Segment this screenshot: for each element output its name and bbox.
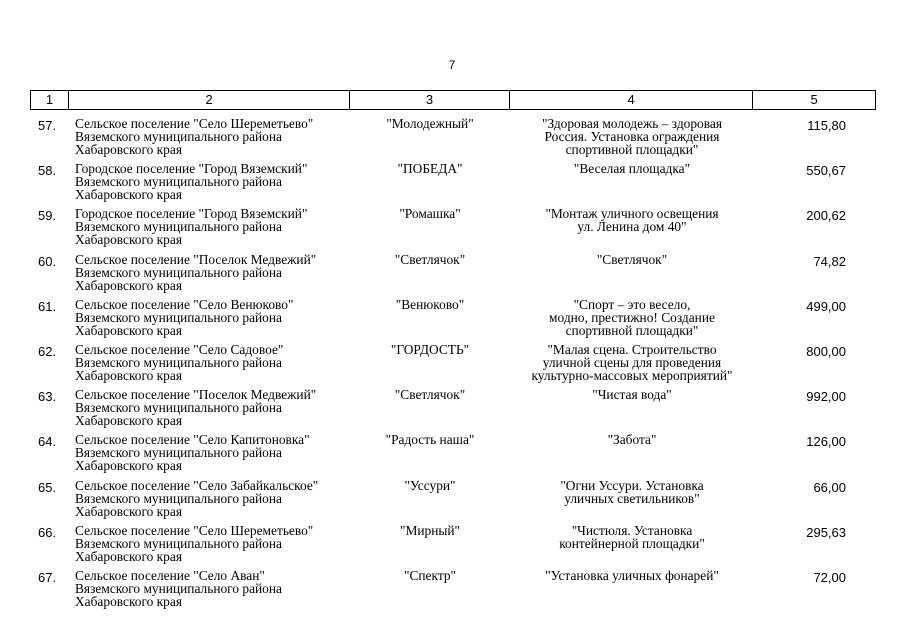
project-name: "Светлячок" bbox=[394, 251, 466, 267]
description-line: "Огни Уссури. Установка bbox=[560, 477, 704, 493]
description-line: "Монтаж уличного освещения bbox=[545, 206, 719, 222]
settlement-line: Хабаровского края bbox=[75, 277, 182, 293]
table-row bbox=[30, 430, 876, 475]
settlement-line: Хабаровского края bbox=[75, 187, 182, 203]
row-number: 61. bbox=[38, 298, 57, 314]
project-name: "Молодежный" bbox=[386, 116, 474, 131]
amount: 115,80 bbox=[807, 118, 846, 133]
description-line: уличных светильников" bbox=[564, 490, 700, 506]
amount: 66,00 bbox=[813, 479, 846, 495]
project-name: "Мирный" bbox=[399, 522, 461, 538]
settlement-line: Вяземского муниципального района bbox=[75, 309, 282, 325]
description-line: "Светлячок" bbox=[596, 251, 668, 267]
description-line: "Малая сцена. Строительство bbox=[547, 341, 717, 357]
settlement-name bbox=[75, 162, 375, 201]
table-row bbox=[30, 159, 876, 204]
project-description bbox=[510, 479, 754, 505]
settlement-line: Вяземского муниципального района bbox=[75, 400, 282, 416]
row-number: 62. bbox=[38, 343, 57, 359]
project-description bbox=[510, 433, 754, 446]
table-row bbox=[30, 340, 876, 385]
project-name: "Ромашка" bbox=[399, 206, 461, 222]
project-description bbox=[510, 524, 754, 550]
description-line: "Здоровая молодежь – здоровая bbox=[541, 116, 723, 131]
settlement-name bbox=[75, 524, 375, 563]
settlement-line: Сельское поселение "Село Шереметьево" bbox=[75, 522, 314, 538]
settlement-line: Хабаровского края bbox=[75, 548, 182, 564]
description-line: ул. Ленина дом 40" bbox=[577, 219, 687, 235]
settlement-line: Сельское поселение "Поселок Медвежий" bbox=[75, 251, 317, 267]
settlement-line: Хабаровского края bbox=[75, 142, 182, 157]
description-line: "Чистюля. Установка bbox=[571, 522, 693, 538]
settlement-line: Вяземского муниципального района bbox=[75, 535, 282, 551]
row-number: 59. bbox=[38, 208, 57, 224]
settlement-name bbox=[75, 117, 375, 156]
description-line: контейнерной площадки" bbox=[559, 535, 705, 551]
description-line: спортивной площадки" bbox=[565, 322, 699, 338]
amount: 992,00 bbox=[806, 389, 846, 405]
row-number: 66. bbox=[38, 524, 57, 540]
settlement-name bbox=[75, 207, 375, 246]
settlement-line: Вяземского муниципального района bbox=[75, 445, 282, 461]
settlement-name bbox=[75, 479, 375, 518]
description-line: модно, престижно! Создание bbox=[549, 309, 715, 325]
settlement-line: Вяземского муниципального района bbox=[75, 580, 282, 596]
table-row bbox=[30, 204, 876, 249]
description-line: "Забота" bbox=[607, 432, 657, 448]
table-row bbox=[30, 114, 876, 159]
table-row bbox=[30, 521, 876, 566]
settlement-name bbox=[75, 298, 375, 337]
settlement-line: Хабаровского края bbox=[75, 367, 182, 383]
description-line: Россия. Установка ограждения bbox=[544, 129, 720, 144]
project-name: "Уссури" bbox=[404, 477, 456, 493]
column-number-5: 5 bbox=[810, 92, 818, 107]
settlement-line: Вяземского муниципального района bbox=[75, 219, 282, 235]
project-name: "Венюково" bbox=[395, 296, 465, 312]
column-number-1: 1 bbox=[31, 91, 69, 109]
settlement-line: Сельское поселение "Село Забайкальское" bbox=[75, 477, 319, 493]
settlement-line: Хабаровского края bbox=[75, 322, 182, 338]
settlement-line: Вяземского муниципального района bbox=[75, 354, 282, 370]
row-number: 57. bbox=[38, 118, 57, 133]
settlement-name bbox=[75, 569, 375, 608]
amount: 800,00 bbox=[806, 343, 846, 359]
settlement-name bbox=[75, 253, 375, 292]
column-number-3: 3 bbox=[350, 91, 510, 109]
settlement-name bbox=[75, 433, 375, 472]
table-body bbox=[30, 114, 876, 611]
amount: 550,67 bbox=[806, 163, 846, 179]
row-number: 64. bbox=[38, 434, 57, 450]
description-line: "Спорт – это весело, bbox=[573, 296, 691, 312]
amount: 126,00 bbox=[806, 434, 846, 450]
description-line: "Веселая площадка" bbox=[573, 161, 691, 177]
settlement-line: Хабаровского края bbox=[75, 503, 182, 519]
amount: 499,00 bbox=[806, 298, 846, 314]
settlement-line: Сельское поселение "Село Капитоновка" bbox=[75, 432, 310, 448]
amount: 74,82 bbox=[813, 253, 846, 269]
settlement-name bbox=[75, 343, 375, 382]
project-description bbox=[510, 569, 754, 582]
settlement-line: Хабаровского края bbox=[75, 593, 182, 609]
settlement-line: Хабаровского края bbox=[75, 232, 182, 248]
project-description bbox=[510, 117, 754, 156]
settlement-line: Сельское поселение "Поселок Медвежий" bbox=[75, 387, 317, 403]
project-description bbox=[510, 207, 754, 233]
table-row bbox=[30, 566, 876, 611]
settlement-line: Вяземского муниципального района bbox=[75, 490, 282, 506]
description-line: "Чистая вода" bbox=[592, 387, 672, 403]
project-name: "Светлячок" bbox=[394, 387, 466, 403]
page-number: 7 bbox=[448, 58, 456, 72]
description-line: спортивной площадки" bbox=[565, 142, 699, 157]
table-row bbox=[30, 385, 876, 430]
settlement-line: Вяземского муниципального района bbox=[75, 129, 282, 144]
description-line: культурно-массовых мероприятий" bbox=[531, 367, 733, 383]
row-number: 58. bbox=[38, 163, 57, 179]
amount: 295,63 bbox=[806, 524, 846, 540]
settlement-line: Городское поселение "Город Вяземский" bbox=[75, 206, 308, 222]
amount: 200,62 bbox=[806, 208, 846, 224]
settlement-line: Сельское поселение "Село Аван" bbox=[75, 567, 265, 583]
project-description bbox=[510, 388, 754, 401]
row-number: 60. bbox=[38, 253, 57, 269]
row-number: 63. bbox=[38, 389, 57, 405]
table-row bbox=[30, 250, 876, 295]
project-name: "ГОРДОСТЬ" bbox=[390, 341, 470, 357]
project-description bbox=[510, 162, 754, 175]
settlement-line: Сельское поселение "Село Шереметьево" bbox=[75, 116, 314, 131]
settlement-line: Сельское поселение "Село Венюково" bbox=[75, 296, 294, 312]
column-number-2: 2 bbox=[69, 91, 350, 109]
project-description bbox=[510, 298, 754, 337]
project-description bbox=[510, 253, 754, 266]
settlement-line: Сельское поселение "Село Садовое" bbox=[75, 341, 284, 357]
settlement-line: Хабаровского края bbox=[75, 458, 182, 474]
project-description bbox=[510, 343, 754, 382]
settlement-line: Городское поселение "Город Вяземский" bbox=[75, 161, 308, 177]
project-name: "ПОБЕДА" bbox=[397, 161, 463, 177]
settlement-line: Вяземского муниципального района bbox=[75, 174, 282, 190]
table-row bbox=[30, 295, 876, 340]
description-line: "Установка уличных фонарей" bbox=[545, 567, 719, 583]
column-number-4: 4 bbox=[510, 91, 753, 109]
settlement-line: Хабаровского края bbox=[75, 413, 182, 429]
table-column-number-header bbox=[30, 90, 876, 110]
settlement-line: Вяземского муниципального района bbox=[75, 264, 282, 280]
settlement-name bbox=[75, 388, 375, 427]
project-name: "Спектр" bbox=[403, 567, 456, 583]
row-number: 67. bbox=[38, 569, 57, 585]
project-name: "Радость наша" bbox=[385, 432, 475, 448]
amount: 72,00 bbox=[813, 569, 846, 585]
row-number: 65. bbox=[38, 479, 57, 495]
table-row bbox=[30, 476, 876, 521]
description-line: уличной сцены для проведения bbox=[542, 354, 722, 370]
